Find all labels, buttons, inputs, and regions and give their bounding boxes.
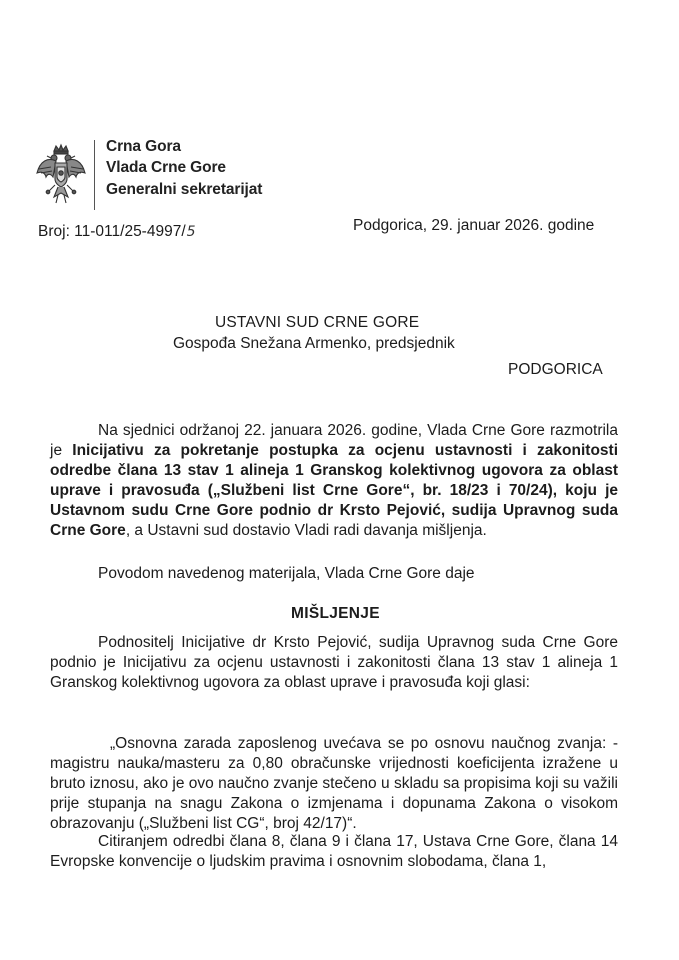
recipient-person: Gospođa Snežana Armenko, predsjednik bbox=[173, 335, 455, 352]
recipient-city: PODGORICA bbox=[508, 361, 603, 378]
paragraph-citations-text: Citiranjem odredbi člana 8, člana 9 i člana 17, Ustava Crne Gore, člana 14 Evropske konvencije o ljudskim pravima i osnovnim slobodama, člana 1, bbox=[50, 833, 618, 870]
quoted-provision bbox=[50, 734, 618, 834]
section-heading: MIŠLJENJE bbox=[291, 605, 380, 622]
document-date: Podgorica, 29. januar 2026. godine bbox=[353, 217, 595, 234]
paragraph-intro bbox=[50, 421, 618, 541]
recipient-court: USTAVNI SUD CRNE GORE bbox=[215, 314, 420, 331]
header-secretariat: Generalni sekretarijat bbox=[106, 181, 263, 198]
reference-number bbox=[38, 223, 196, 241]
reference-handwritten-suffix: 5 bbox=[186, 224, 196, 240]
reference-number-text: Broj: 11-011/25-4997/ bbox=[38, 223, 186, 240]
paragraph-initiator bbox=[50, 633, 618, 693]
paragraph-citations bbox=[50, 832, 618, 872]
header-government: Vlada Crne Gore bbox=[106, 159, 226, 176]
header-country: Crna Gora bbox=[106, 138, 181, 155]
paragraph-initiator-text: Podnositelj Inicijative dr Krsto Pejović, sudija Upravnog suda Crne Gore podnio je Inicijativu za ocjenu ustavnosti i zakonitosti člana 13 stav 1 alineja 1 Granskog kolektivnog ugovora za oblast uprave i pravosuđa koji glasi: bbox=[50, 634, 618, 691]
header-divider bbox=[94, 140, 95, 210]
paragraph-intro-start: Na sjednici održanoj 22. januara 2026. godine, Vlada Crne Gore razmotrila je bbox=[50, 422, 618, 459]
paragraph-government-gives-text: Povodom navedenog materijala, Vlada Crne Gore daje bbox=[98, 565, 475, 582]
quoted-provision-text: „Osnovna zarada zaposlenog uvećava se po osnovu naučnog zvanja: - magistru nauka/masteru za 0,80 obračunske vrijednosti koeficijenta izražene u bruto iznosu, ako je ovo naučno zvanje stečeno u skladu sa propisima koji su važili prije stupanja na snagu Zakona o izmjenama i dopunama Zakona o visokom obrazovanju („Službeni list CG“, broj 42/17)“. bbox=[50, 735, 618, 832]
paragraph-intro-end: , a Ustavni sud dostavio Vladi radi davanja mišljenja. bbox=[125, 522, 487, 539]
coat-of-arms-emblem bbox=[34, 143, 88, 205]
paragraph-government-gives bbox=[50, 564, 618, 584]
paragraph-intro-bold: Inicijativu za pokretanje postupka za ocjenu ustavnosti i zakonitosti odredbe člana 13 stav 1 alineja 1 Granskog kolektivnog ugovora za oblast uprave i pravosuđa („Službeni list Crne Gore“, br. 18/23 i 70/24), koju je Ustavnom sudu Crne Gore podnio dr Krsto Pejović, sudija Upravnog suda Crne Gore bbox=[50, 442, 619, 539]
